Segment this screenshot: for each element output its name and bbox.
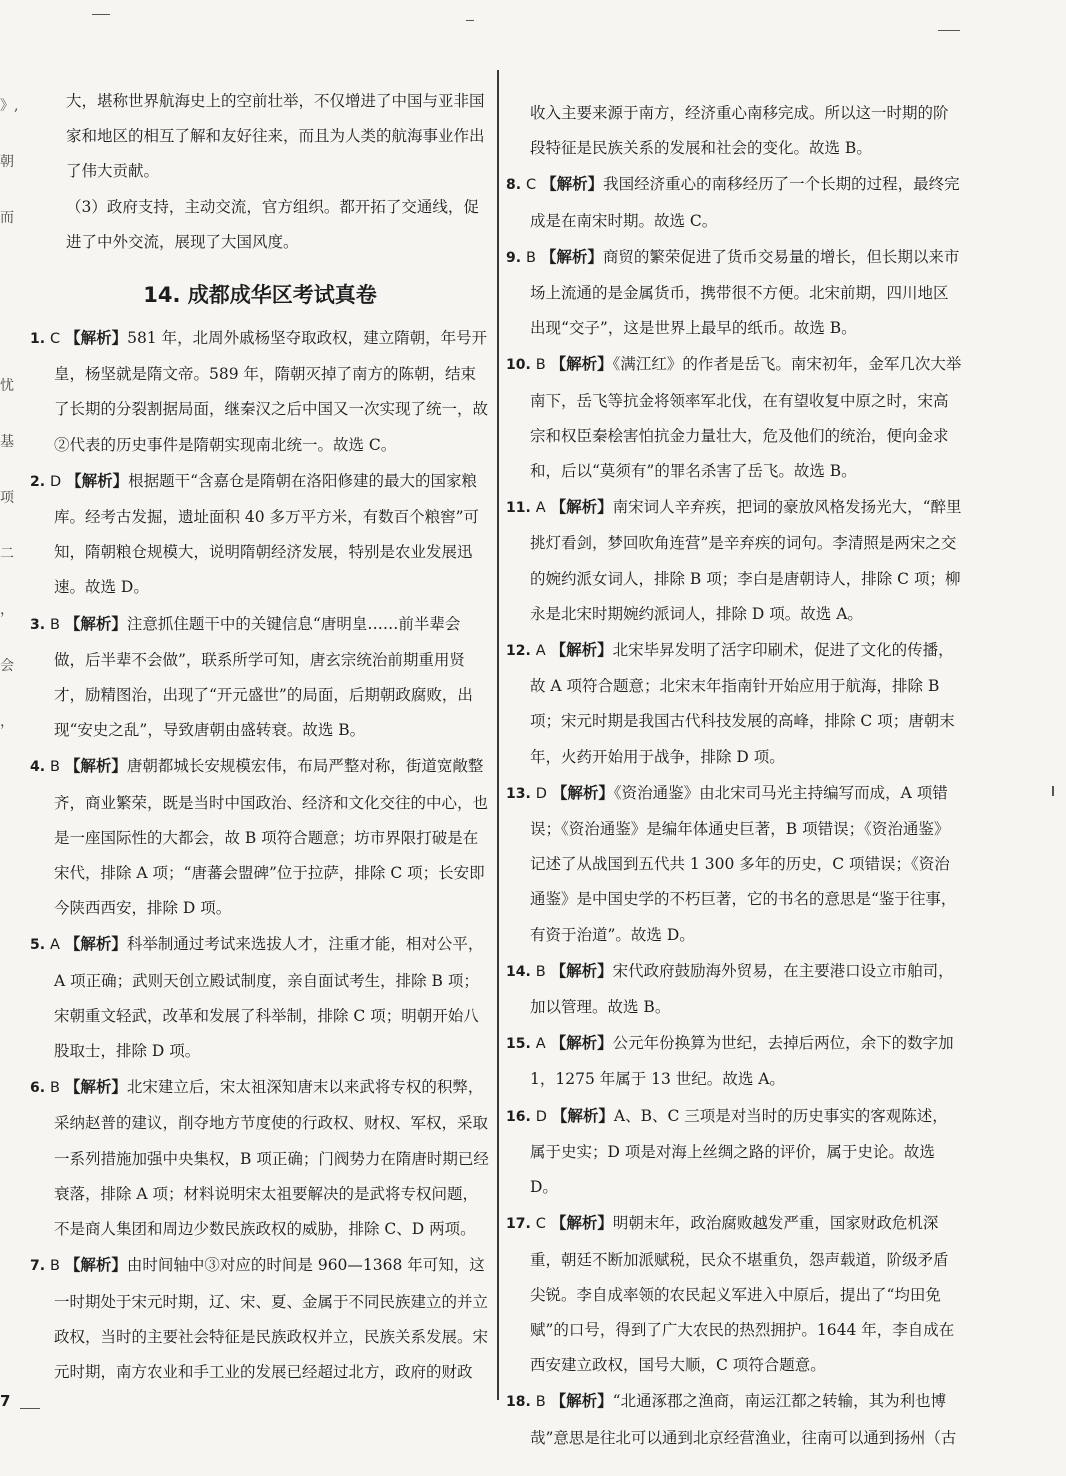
continuation-paragraph: 收入主要来源于南方，经济重心南移完成。所以这一时期的阶段特征是民族关系的发展和社会的变化。故选 B。	[530, 104, 949, 158]
answer-item	[506, 1098, 962, 1206]
analysis-tag: 【解析】	[64, 934, 127, 954]
top-mark-left	[92, 14, 110, 15]
item-explanation: 581 年，北周外戚杨坚夺取政权，建立隋朝，年号开皇，杨坚就是隋文帝。589 年，隋朝灭掉了南方的陈朝，结束了长期的分裂割据局面，继秦汉之后中国又一次实现了统一，故②代表的历史事件是隋朝实现南北统一。故选 C。	[54, 329, 489, 454]
item-answer: B	[535, 1394, 546, 1411]
edge-char: 》,	[0, 98, 19, 114]
item-explanation: 北宋建立后，宋太祖深知唐末以来武将专权的积弊，采纳赵普的建议，削夺地方节度使的行政权、财权、军权，采取一系列措施加强中央集权，B 项正确；门阀势力在隋唐时期已经衰落，排除 A 项；材料说明宋太祖要解决的是武将专权问题，不是商人集团和周边少数民族政权的威胁，排除 C、D 两项。	[54, 1078, 489, 1239]
answer-item	[506, 239, 962, 347]
edge-char: 会	[0, 658, 14, 674]
item-number: 4.	[30, 759, 46, 776]
answer-item	[506, 1025, 962, 1097]
edge-char	[0, 246, 14, 302]
analysis-tag: 【解析】	[551, 782, 614, 802]
item-explanation: 南宋词人辛弃疾，把词的豪放风格发扬光大，“醉里挑灯看剑，梦回吹角连营”是辛弃疾的词句。李清照是两宋之交的婉约派女词人，排除 B 项；李白是唐朝诗人，排除 C 项；柳永是北宋时期婉约派词人，排除 D 项。故选 A。	[530, 498, 962, 623]
edge-char	[0, 302, 14, 358]
answer-item	[30, 606, 490, 749]
answer-item	[30, 320, 490, 463]
edge-char: 基	[0, 434, 14, 450]
item-number: 3.	[30, 616, 46, 633]
item-number: 2.	[30, 473, 46, 490]
item-number: 11.	[506, 500, 531, 517]
item-explanation: 《满江红》的作者是岳飞。南宋初年，金军几次大举南下，岳飞等抗金将领率军北伐，在有望收复中原之时，宋高宗和权臣秦桧害怕抗金力量壮大，危及他们的统治，便向金求和，后以“莫须有”的罪名杀害了岳飞。故选 B。	[530, 355, 962, 481]
item-answer: A	[50, 937, 60, 954]
item-explanation: 宋代政府鼓励海外贸易，在主要港口设立市舶司，加以管理。故选 B。	[530, 961, 954, 1017]
item-answer: B	[535, 963, 546, 980]
item-number: 15.	[506, 1036, 531, 1053]
item-explanation: 《资治通鉴》由北宋司马光主持编写而成，A 项错误；《资治通鉴》是编年体通史巨著，B 项错误；《资治通鉴》记述了从战国到五代共 1 300 多年的历史，C 项错误；《资治通鉴》是中国史学的不朽巨著，它的书名的意思是“鉴于往事，有资于治道”。故选 D。	[530, 783, 957, 944]
edge-char: ，	[0, 602, 14, 618]
item-explanation: 商贸的繁荣促进了货币交易量的增长，但长期以来市场上流通的是金属货币，携带很不方便。北宋前期，四川地区出现“交子”，这是世界上最早的纸币。故选 B。	[530, 247, 960, 338]
left-column	[30, 84, 490, 1390]
item-answer: D	[50, 473, 62, 490]
item-number: 17.	[506, 1216, 531, 1233]
item-answer: B	[50, 616, 60, 633]
answer-item	[30, 1069, 490, 1247]
item-explanation: 科举制通过考试来选拔人才，注重才能，相对公平，A 项正确；武则天创立殿试制度，亲自面试考生，排除 B 项；宋朝重文轻武，改革和发展了科举制，排除 C 项；明朝开始八股取士，排除 D 项。	[54, 935, 484, 1061]
analysis-tag: 【解析】	[66, 470, 129, 490]
side-tick	[1052, 786, 1054, 796]
item-explanation: 根据题干“含嘉仓是隋朝在洛阳修建的最大的国家粮库。经考古发掘，遗址面积 40 多万平方米，有数百个粮窖”可知，隋朝粮仓规模大，说明隋朝经济发展，特别是农业发展迅速。故选 D。	[54, 471, 480, 597]
item-answer: A	[535, 500, 546, 517]
item-explanation: 唐朝都城长安规模宏伟，布局严整对称，街道宽敞整齐，商业繁荣，既是当时中国政治、经济和文化交往的中心，也是一座国际性的大都会，故 B 项符合题意；坊市界限打破是在宋代，排除 A 项；“唐蕃会盟碑”位于拉萨，排除 C 项；长安即今陕西西安，排除 D 项。	[54, 757, 489, 918]
analysis-tag: 【解析】	[550, 1213, 613, 1233]
item-number: 12.	[506, 643, 531, 660]
analysis-tag: 【解析】	[540, 246, 603, 266]
item-answer: C	[50, 331, 61, 348]
answer-item	[506, 489, 962, 632]
analysis-tag: 【解析】	[550, 1033, 613, 1053]
edge-char: 而	[0, 210, 14, 226]
analysis-tag: 【解析】	[64, 1255, 127, 1275]
item-answer: D	[535, 785, 547, 802]
answer-item	[506, 632, 962, 775]
item-number: 16.	[506, 1108, 531, 1125]
bottom-mark	[20, 1408, 40, 1409]
item-answer: B	[50, 1080, 60, 1097]
item-number: 14.	[506, 963, 531, 980]
section-title: 14. 成都成华区考试真卷	[143, 283, 377, 308]
item-number: 8.	[506, 177, 522, 194]
analysis-tag: 【解析】	[550, 960, 613, 980]
item-explanation: 北宋毕昇发明了活字印刷术，促进了文化的传播，故 A 项符合题意；北宋末年指南针开始应用于航海，排除 B 项；宋元时期是我国古代科技发展的高峰，排除 C 项；唐朝末年，火药开始用于战争，排除 D 项。	[530, 641, 955, 766]
item-answer: B	[535, 357, 546, 374]
column-divider	[497, 70, 499, 1400]
answer-item	[30, 463, 490, 606]
answer-item	[506, 953, 962, 1025]
answer-item	[30, 748, 490, 926]
edge-char: 项	[0, 490, 14, 506]
item-number: 13.	[506, 785, 531, 802]
answer-item	[506, 1383, 962, 1455]
analysis-tag: 【解析】	[64, 756, 127, 776]
item-number: 10.	[506, 357, 531, 374]
item-explanation: “北通涿郡之渔商，南运江都之转输，其为利也博哉”意思是往北可以通到北京经营渔业，往南可以通到扬州（古	[530, 1392, 957, 1447]
left-edge-characters	[0, 78, 19, 750]
analysis-tag: 【解析】	[550, 497, 613, 517]
item-number: 7.	[30, 1258, 46, 1275]
item-answer: B	[526, 249, 536, 266]
item-number: 9.	[506, 249, 522, 266]
answer-item	[506, 775, 962, 953]
edge-char: 二	[0, 546, 14, 562]
edge-char: ，	[0, 714, 14, 730]
item-answer: D	[535, 1108, 547, 1125]
edge-char: 忧	[0, 378, 14, 394]
answer-item	[506, 166, 962, 238]
left-answer-list	[30, 320, 490, 1390]
analysis-tag: 【解析】	[550, 1391, 613, 1411]
item-number: 5.	[30, 937, 46, 954]
page-number: 7	[0, 1392, 11, 1410]
analysis-tag: 【解析】	[551, 1105, 614, 1125]
item-answer: C	[526, 177, 537, 194]
answer-item	[506, 346, 962, 489]
item-number: 1.	[30, 331, 46, 348]
item-answer: C	[535, 1216, 546, 1233]
analysis-tag: 【解析】	[550, 354, 613, 374]
answer-item	[506, 1205, 962, 1383]
answer-item	[30, 926, 490, 1069]
item-explanation: 注意抓住题干中的关键信息“唐明皇……前半辈会做，后半辈不会做”，联系所学可知，唐玄宗统治前期重用贤才，励精图治，出现了“开元盛世”的局面，后期朝政腐败，出现“安史之乱”，导致唐朝由盛转衰。故选 B。	[54, 614, 473, 740]
item-explanation: 我国经济重心的南移经历了一个长期的过程，最终完成是在南宋时期。故选 C。	[530, 175, 960, 230]
right-column	[506, 96, 962, 1456]
item-explanation: 由时间轴中③对应的时间是 960—1368 年可知，这一时期处于宋元时期，辽、宋、夏、金属于不同民族建立的并立政权，当时的主要社会特征是民族政权并立，民族关系发展。宋元时期，南方农业和手工业的发展已经超过北方，政府的财政	[54, 1256, 489, 1381]
analysis-tag: 【解析】	[550, 640, 613, 660]
edge-char: 朝	[0, 154, 14, 170]
top-mark-center	[466, 20, 474, 21]
item-number: 18.	[506, 1394, 531, 1411]
top-mark-right	[938, 30, 960, 31]
analysis-tag: 【解析】	[64, 613, 127, 633]
item-explanation: A、B、C 三项是对当时的历史事实的客观陈述，属于史实；D 项是对海上丝绸之路的评价，属于史论。故选 D。	[530, 1106, 948, 1197]
answer-item	[30, 1247, 490, 1390]
item-answer: A	[535, 643, 546, 660]
item-explanation: 公元年份换算为世纪，去掉后两位，余下的数字加 1，1275 年属于 13 世纪。故选 A。	[530, 1034, 954, 1089]
analysis-tag: 【解析】	[65, 328, 128, 348]
intro-paragraph-1: 大，堪称世界航海史上的空前壮举，不仅增进了中国与亚非国家和地区的相互了解和友好往来，而且为人类的航海事业作出了伟大贡献。	[66, 92, 485, 181]
right-answer-list	[506, 166, 962, 1455]
analysis-tag: 【解析】	[64, 1077, 127, 1097]
item-answer: A	[535, 1036, 546, 1053]
item-answer: B	[50, 1258, 60, 1275]
item-answer: B	[50, 759, 60, 776]
intro-paragraph-2: （3）政府支持，主动交流，官方组织。都开拓了交通线，促进了中外交流，展现了大国风度。	[66, 197, 479, 251]
analysis-tag: 【解析】	[541, 174, 604, 194]
item-number: 6.	[30, 1080, 46, 1097]
item-explanation: 明朝末年，政治腐败越发严重，国家财政危机深重，朝廷不断加派赋税，民众不堪重负，怨声载道，阶级矛盾尖锐。李自成率领的农民起义军进入中原后，提出了“均田免赋”的口号，得到了广大农民的热烈拥护。1644 年，李自成在西安建立政权，国号大顺，C 项符合题意。	[530, 1214, 955, 1375]
